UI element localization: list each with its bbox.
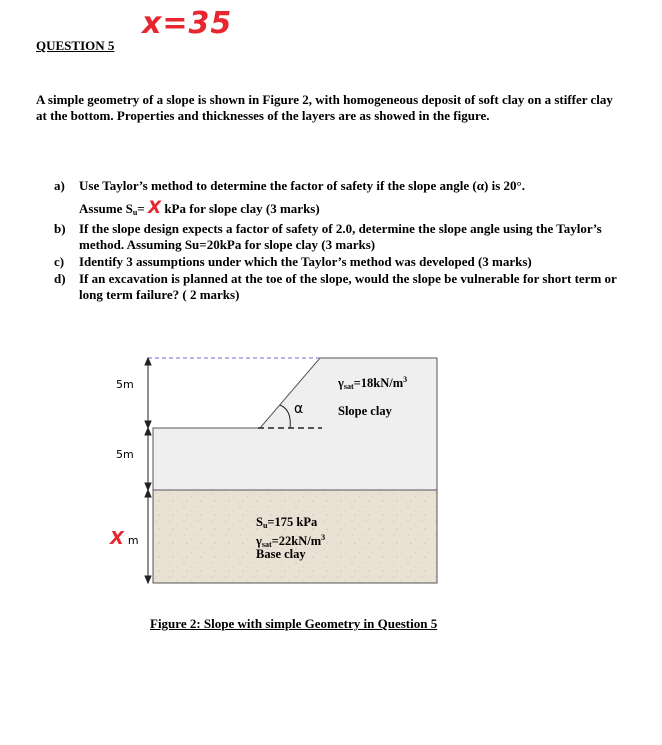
handwritten-x: X [110,528,124,549]
question-letter: c) [54,254,65,269]
figure-caption: Figure 2: Slope with simple Geometry in Question 5 [150,616,438,631]
su-subscript: u [132,208,138,217]
question-letter: a) [54,178,65,193]
thickness-unit: m [127,534,139,547]
question-a-text: Use Taylor’s method to determine the factor of safety if the slope angle (α) is 20°. [79,178,525,193]
slope-clay-label: Slope clay [338,404,392,418]
upper-layer-thickness: 5m [116,378,134,391]
su-equals: = [137,201,148,216]
intro-paragraph: A simple geometry of a slope is shown in Figure 2, with homogeneous deposit of soft clay on a stiffer clay at the bottom. Properties and thicknesses of the layers are as showed in the figure. [36,92,613,123]
slope-clay-unit-weight: $\gamma_{sat}=18kN/m^3$ [338,375,408,391]
su-suffix: kPa for slope clay (3 marks) [161,201,320,216]
alpha-symbol: α [294,401,304,417]
handwritten-x: X [147,198,162,218]
handwritten-note: x=35 [142,6,233,41]
base-clay-label: Base clay [256,547,306,561]
question-letter: d) [54,271,66,286]
question-letter: b) [54,221,66,236]
su-prefix: Assume S [79,201,133,216]
question-b-text: If the slope design expects a factor of safety of 2.0, determine the slope angle using the Taylor’s method. Assuming Su=20kPa for slope clay (3 marks) [79,221,602,252]
middle-layer-thickness: 5m [116,448,134,461]
base-clay-shear-strength: $S_u=175$ kPa [256,515,318,530]
question-c-text: Identify 3 assumptions under which the Taylor’s method was developed (3 marks) [79,254,532,269]
base-clay-unit-weight: $\gamma_{sat}=22kN/m^3$ [256,533,326,549]
dimension-lines [145,358,151,583]
base-layer-thickness [110,528,139,549]
question-d-text: If an excavation is planned at the toe of the slope, would the slope be vulnerable for short term or long term failure? ( 2 marks) [79,271,617,302]
question-title: QUESTION 5 [36,38,115,53]
